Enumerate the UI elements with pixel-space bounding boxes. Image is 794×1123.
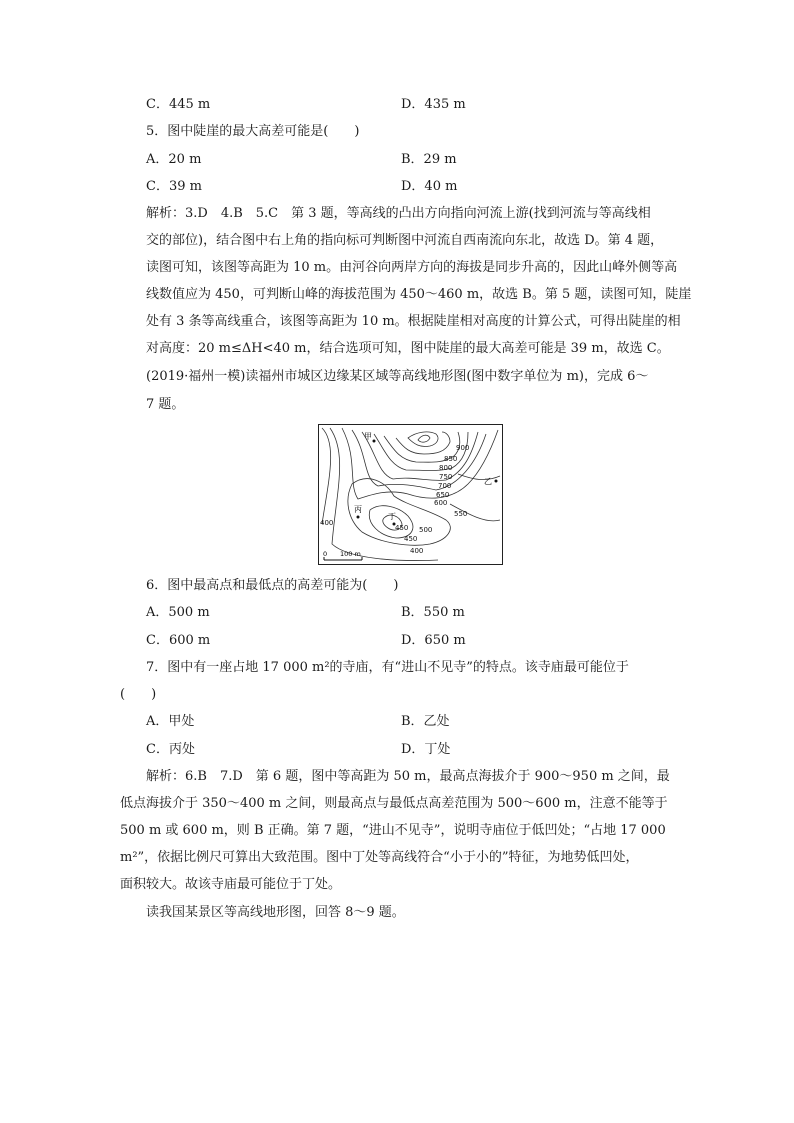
- option-6c: C．600 m: [146, 633, 211, 648]
- scale-zero: 0: [323, 550, 328, 558]
- option-4d: D．435 m: [401, 97, 466, 112]
- contour-label: 800: [439, 464, 453, 472]
- contour-label: 500: [419, 526, 433, 534]
- contour-label: 600: [434, 499, 448, 507]
- place-label-ding: 丁: [388, 512, 396, 521]
- place-label-bing: 丙: [354, 505, 362, 514]
- analysis-2-line: 解析：6.B 7.D 第 6 题，图中等高距为 50 m，最高点海拔介于 900～950 m 之间，最: [146, 769, 670, 784]
- contour-label: 850: [444, 455, 458, 463]
- analysis-1-line: 线数值应为 450，可判断山峰的海拔范围为 450～460 m，故选 B。第 5 题，读图可知，陡崖: [146, 287, 692, 302]
- question-7-stem-line1: 7．图中有一座占地 17 000 m²的寺庙，有“进山不见寺”的特点。该寺庙最可能位于: [146, 660, 629, 675]
- point-yi-marker: [495, 480, 498, 483]
- scale-label: 100 m: [340, 550, 361, 558]
- contour-label: 750: [439, 473, 453, 481]
- question-6-stem: 6．图中最高点和最低点的高差可能为( ): [146, 578, 399, 593]
- analysis-2-line: 低点海拔介于 350～400 m 之间，则最高点与最低点高差范围为 500～600 m，注意不能等于: [120, 796, 668, 811]
- analysis-2-line: 500 m 或 600 m，则 B 正确。第 7 题，“进山不见寺”，说明寺庙位于低凹处；“占地 17 000: [120, 823, 666, 838]
- contour-label: 450: [404, 535, 418, 543]
- analysis-2-line: m²”，依据比例尺可算出大致范围。图中丁处等高线符合“小于小的”特征，为地势低凹处，: [120, 850, 639, 865]
- option-5d: D．40 m: [401, 179, 458, 194]
- option-7a: A．甲处: [146, 714, 195, 729]
- question-7-stem-line2: ( ): [120, 687, 157, 702]
- analysis-1-line: 读图可知，该图等高距为 10 m。由河谷向两岸方向的海拔是同步升高的，因此山峰外侧等高: [146, 260, 678, 275]
- intro-6-7-line2: 7 题。: [146, 397, 185, 412]
- option-7b: B．乙处: [401, 714, 450, 729]
- analysis-1-line: 交的部位)，结合图中右上角的指向标可判断图中河流自西南流向东北，故选 D。第 4 题，: [146, 233, 664, 248]
- option-7c: C．丙处: [146, 742, 195, 757]
- contour-label: 450: [395, 524, 409, 532]
- option-5b: B．29 m: [401, 152, 457, 167]
- analysis-1-line: 解析：3.D 4.B 5.C 第 3 题，等高线的凸出方向指向河流上游(找到河流与等高线相: [146, 206, 651, 221]
- intro-8-9: 读我国某景区等高线地形图，回答 8～9 题。: [146, 905, 405, 920]
- contour-label: 550: [454, 510, 468, 518]
- analysis-1-line: 对高度：20 m≤ΔH<40 m，结合选项可知，图中陡崖的最大高差可能是 39 m，故选 C。: [146, 341, 670, 356]
- option-5a: A．20 m: [146, 152, 202, 167]
- option-6d: D．650 m: [401, 633, 466, 648]
- option-4c: C．445 m: [146, 97, 211, 112]
- question-5-stem: 5．图中陡崖的最大高差可能是( ): [146, 124, 360, 139]
- contour-label: 400: [410, 547, 424, 555]
- analysis-2-line: 面积较大。故该寺庙最可能位于丁处。: [120, 877, 342, 892]
- option-6b: B．550 m: [401, 605, 465, 620]
- analysis-1-line: 处有 3 条等高线重合，该图等高距为 10 m。根据陡崖相对高度的计算公式，可得出陡崖的相: [146, 314, 681, 329]
- contour-label: 700: [438, 482, 452, 490]
- option-6a: A．500 m: [146, 605, 210, 620]
- contour-label: 400: [320, 519, 334, 527]
- contour-label: 650: [436, 491, 450, 499]
- place-label-jia: 甲: [364, 432, 372, 441]
- intro-6-7-line1: (2019·福州一模)读福州市城区边缘某区域等高线地形图(图中数字单位为 m)，完成 6～: [146, 369, 649, 384]
- contour-map-figure: [318, 424, 503, 565]
- option-5c: C．39 m: [146, 179, 202, 194]
- point-jia-marker: [373, 440, 376, 443]
- contour-label: 900: [456, 444, 470, 452]
- place-label-yi: 乙: [484, 477, 492, 486]
- option-7d: D．丁处: [401, 742, 451, 757]
- point-bing-marker: [357, 516, 360, 519]
